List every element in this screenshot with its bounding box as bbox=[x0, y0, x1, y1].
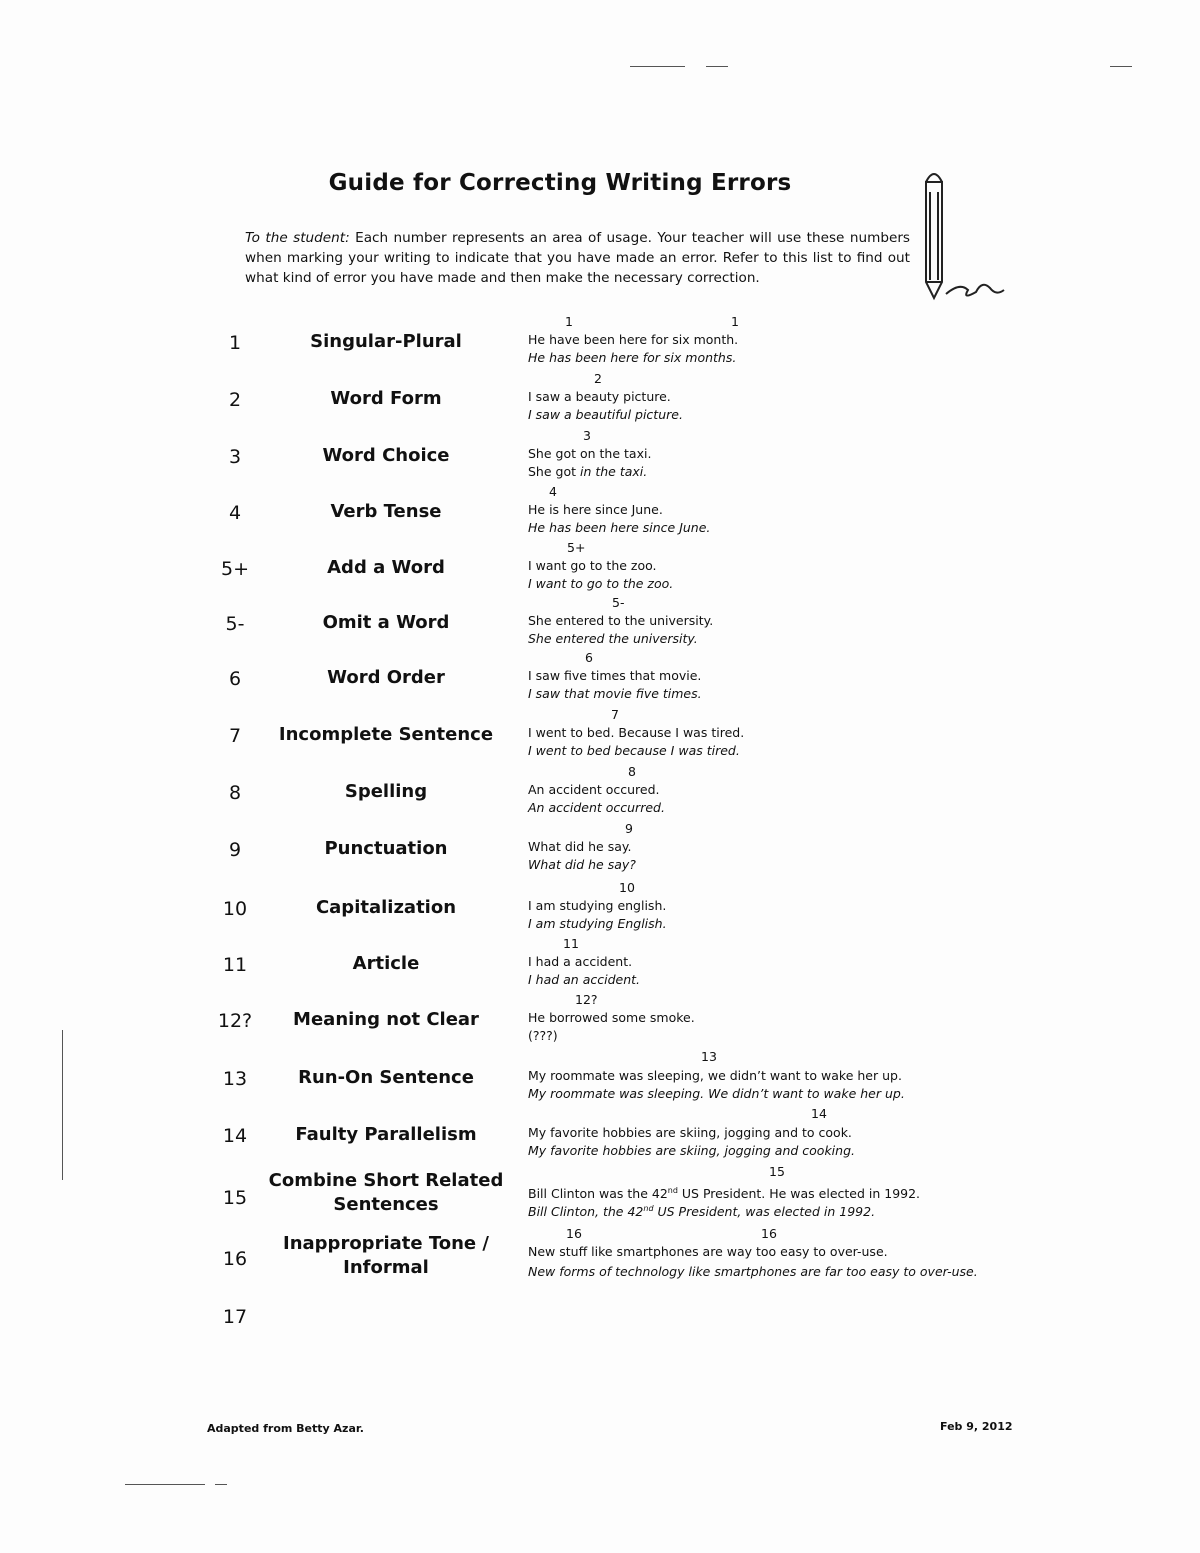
error-label: Omit a Word bbox=[322, 612, 450, 633]
incorrect-example: What did he say. bbox=[528, 839, 632, 854]
error-label: Combine Short Related Sentences bbox=[268, 1170, 504, 1215]
error-number: 4 bbox=[228, 502, 242, 524]
corrected-example: (???) bbox=[528, 1028, 558, 1043]
error-marker: 12? bbox=[575, 992, 598, 1007]
scan-mark-bottom bbox=[215, 1484, 227, 1485]
incorrect-example: My roommate was sleeping, we didn’t want to wake her up. bbox=[528, 1068, 902, 1083]
error-number: 10 bbox=[222, 898, 248, 920]
error-label: Incomplete Sentence bbox=[278, 724, 494, 745]
incorrect-example: I want go to the zoo. bbox=[528, 558, 657, 573]
corrected-example: I am studying English. bbox=[528, 916, 667, 931]
corrected-example: She got in the taxi. bbox=[528, 464, 648, 479]
error-number: 1 bbox=[228, 332, 242, 354]
corrected-example: I had an accident. bbox=[528, 972, 641, 987]
error-marker: 8 bbox=[628, 764, 636, 779]
intro-paragraph bbox=[245, 228, 910, 288]
error-number: 15 bbox=[222, 1187, 248, 1209]
error-label: Meaning not Clear bbox=[293, 1009, 479, 1030]
error-number: 9 bbox=[228, 839, 242, 861]
error-marker: 5+ bbox=[567, 540, 586, 555]
error-marker: 15 bbox=[769, 1164, 785, 1179]
error-label: Add a Word bbox=[327, 557, 445, 578]
footer-credit: Adapted from Betty Azar. bbox=[207, 1422, 364, 1435]
error-marker: 10 bbox=[619, 880, 635, 895]
error-number: 16 bbox=[222, 1248, 248, 1270]
error-marker: 7 bbox=[611, 707, 619, 722]
corrected-example: He has been here for six months. bbox=[528, 350, 737, 365]
error-marker: 5- bbox=[612, 595, 625, 610]
error-label: Faulty Parallelism bbox=[295, 1124, 477, 1145]
incorrect-example: He is here since June. bbox=[528, 502, 663, 517]
incorrect-example: I had a accident. bbox=[528, 954, 633, 969]
incorrect-example: Bill Clinton was the 42nd US President. He was elected in 1992. bbox=[528, 1186, 921, 1202]
error-label: Singular-Plural bbox=[310, 331, 462, 352]
corrected-example: Bill Clinton, the 42nd US President, was elected in 1992. bbox=[528, 1204, 876, 1220]
error-number: 5+ bbox=[220, 558, 249, 580]
corrected-example: An accident occurred. bbox=[528, 800, 665, 815]
corrected-example: My favorite hobbies are skiing, jogging and cooking. bbox=[528, 1143, 855, 1158]
error-number: 8 bbox=[228, 782, 242, 804]
error-marker: 6 bbox=[585, 650, 593, 665]
incorrect-example: I saw five times that movie. bbox=[528, 668, 702, 683]
scan-mark-left bbox=[62, 1030, 63, 1180]
error-marker: 2 bbox=[594, 371, 602, 386]
corrected-example: New forms of technology like smartphones are far too easy to over-use. bbox=[528, 1264, 978, 1279]
error-number: 6 bbox=[228, 668, 242, 690]
error-label: Word Order bbox=[327, 667, 445, 688]
error-label: Spelling bbox=[344, 781, 428, 802]
corrected-example: What did he say? bbox=[528, 857, 636, 872]
error-number: 17 bbox=[222, 1306, 248, 1328]
error-marker: 4 bbox=[549, 484, 557, 499]
incorrect-example: She entered to the university. bbox=[528, 613, 714, 628]
error-marker: 16 bbox=[566, 1226, 582, 1241]
error-number: 3 bbox=[228, 446, 242, 468]
scan-mark-top bbox=[630, 66, 685, 67]
corrected-example: I saw that movie five times. bbox=[528, 686, 702, 701]
error-label: Punctuation bbox=[324, 838, 448, 859]
intro-text: Each number represents an area of usage. Your teacher will use these numbers when marking your writing to indicate that you have made an error. Refer to this list to find out what kind of error you have made and then make the necessary correction. bbox=[245, 230, 910, 286]
incorrect-example: New stuff like smartphones are way too easy to over-use. bbox=[528, 1244, 888, 1259]
corrected-example: He has been here since June. bbox=[528, 520, 711, 535]
footer-date: Feb 9, 2012 bbox=[940, 1420, 1013, 1433]
corrected-example: I want to go to the zoo. bbox=[528, 576, 674, 591]
incorrect-example: She got on the taxi. bbox=[528, 446, 652, 461]
error-number: 7 bbox=[228, 725, 242, 747]
scan-mark-bottom bbox=[125, 1484, 205, 1485]
incorrect-example: He borrowed some smoke. bbox=[528, 1010, 695, 1025]
error-label: Article bbox=[352, 953, 420, 974]
page-title: Guide for Correcting Writing Errors bbox=[328, 170, 792, 196]
error-marker: 3 bbox=[583, 428, 591, 443]
intro-lead: To the student: bbox=[245, 230, 350, 246]
error-number: 5- bbox=[225, 613, 245, 635]
scan-mark-top-right bbox=[1110, 66, 1132, 67]
pencil-icon bbox=[912, 162, 1012, 302]
incorrect-example: My favorite hobbies are skiing, jogging and to cook. bbox=[528, 1125, 852, 1140]
error-marker: 1 bbox=[565, 314, 573, 329]
error-number: 11 bbox=[222, 954, 248, 976]
error-label: Inappropriate Tone / Informal bbox=[283, 1233, 489, 1278]
corrected-example: I saw a beautiful picture. bbox=[528, 407, 683, 422]
error-label: Run-On Sentence bbox=[298, 1067, 474, 1088]
error-label: Word Choice bbox=[322, 445, 450, 466]
incorrect-example: He have been here for six month. bbox=[528, 332, 739, 347]
error-number: 2 bbox=[228, 389, 242, 411]
incorrect-example: I went to bed. Because I was tired. bbox=[528, 725, 745, 740]
error-marker: 13 bbox=[701, 1049, 717, 1064]
error-marker: 16 bbox=[761, 1226, 777, 1241]
error-label: Verb Tense bbox=[330, 501, 442, 522]
error-number: 12? bbox=[217, 1010, 253, 1032]
corrected-example: She entered the university. bbox=[528, 631, 698, 646]
error-marker: 14 bbox=[811, 1106, 827, 1121]
incorrect-example: I saw a beauty picture. bbox=[528, 389, 671, 404]
corrected-example: My roommate was sleeping. We didn’t want to wake her up. bbox=[528, 1086, 905, 1101]
error-marker: 1 bbox=[731, 314, 739, 329]
error-label: Word Form bbox=[330, 388, 442, 409]
corrected-example: I went to bed because I was tired. bbox=[528, 743, 740, 758]
error-number: 13 bbox=[222, 1068, 248, 1090]
incorrect-example: I am studying english. bbox=[528, 898, 667, 913]
error-marker: 9 bbox=[625, 821, 633, 836]
incorrect-example: An accident occured. bbox=[528, 782, 660, 797]
error-number: 14 bbox=[222, 1125, 248, 1147]
error-marker: 11 bbox=[563, 936, 579, 951]
error-label: Capitalization bbox=[315, 897, 457, 918]
scan-mark-top bbox=[706, 66, 728, 67]
